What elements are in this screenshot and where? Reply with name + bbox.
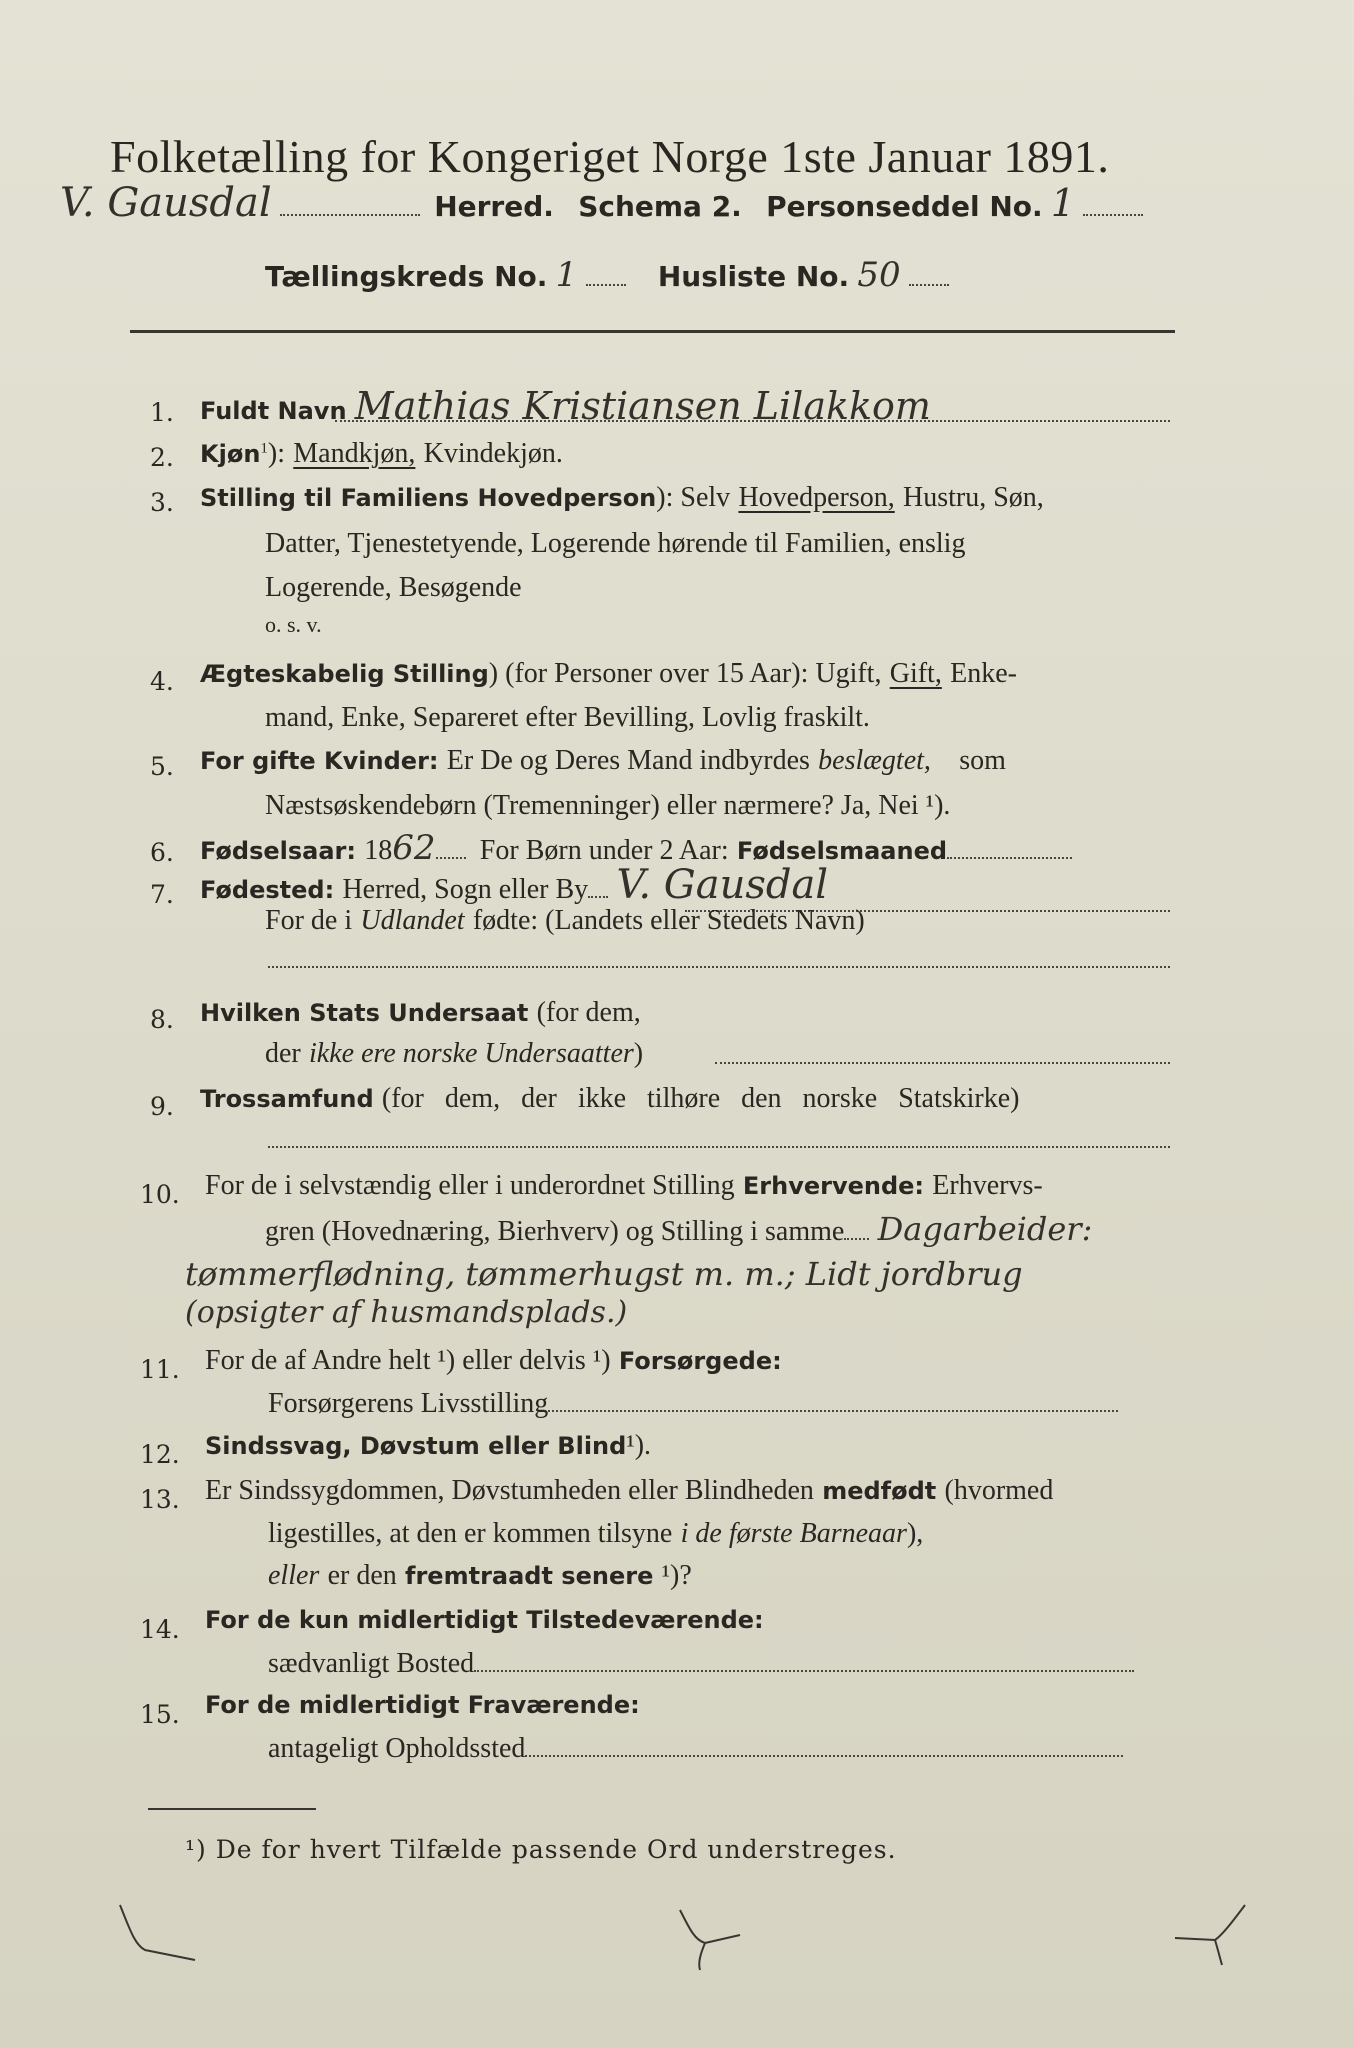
footnote: ¹) De for hvert Tilfælde passende Ord understreges. (185, 1835, 897, 1864)
q4-option-gift: Gift, (889, 658, 942, 689)
corner-mark-right (1160, 1900, 1250, 1970)
q2-row (200, 438, 563, 470)
q2-option-mandkjon: Mandkjøn, (293, 438, 416, 469)
q9-label: Trossamfund (200, 1085, 374, 1113)
q7-value: V. Gausdal (616, 862, 829, 908)
herred-label: Herred. (434, 190, 554, 223)
q6-text2: For Børn under 2 Aar: (479, 835, 729, 866)
q5-row-1 (200, 745, 1006, 777)
form-title: Folketælling for Kongeriget Norge 1ste Januar 1891. (110, 131, 1110, 182)
q13-row-3 (268, 1560, 692, 1592)
q12-number: 12. (140, 1440, 180, 1469)
q3-row-4: o. s. v. (265, 612, 322, 637)
q13-row-2 (268, 1518, 923, 1550)
q5-line1a: Er De og Deres Mand indbyrdes (446, 745, 810, 776)
taellingskreds-value: 1 (555, 255, 578, 295)
q8-label: Hvilken Stats Undersaat (200, 999, 529, 1027)
q8-line2c: ) (633, 1038, 644, 1069)
header-divider (130, 330, 1175, 333)
q8-line2b: ikke ere norske Undersaatter (309, 1038, 634, 1069)
q12-label: Sindssvag, Døvstum eller Blind (205, 1432, 627, 1460)
q14-row-1 (205, 1605, 764, 1635)
q13-line2b: i de første Barneaar (680, 1518, 907, 1549)
q10-value-2: tømmerflødning, tømmerhugst m. m.; Lidt jordbrug (185, 1255, 1023, 1293)
q3-row-2: Datter, Tjenestetyende, Logerende hørende til Familien, enslig (265, 528, 966, 559)
q13-line1b: medfødt (822, 1477, 937, 1505)
q11-row-2 (268, 1388, 1118, 1420)
q4-label: Ægteskabelig Stilling (200, 660, 489, 688)
q13-line1a: Er Sindssygdommen, Døvstumheden eller Blindheden (205, 1475, 814, 1506)
q7-line2b: Udlandet (360, 905, 465, 936)
q5-line1c: som (959, 745, 1006, 776)
q10-row-1 (205, 1170, 1043, 1202)
husliste-value: 50 (857, 255, 901, 295)
q6-value: 62 (392, 828, 436, 868)
corner-mark-left (115, 1900, 205, 1970)
q8-line2a: der (265, 1038, 301, 1069)
q15-line2: antageligt Opholdssted (268, 1733, 526, 1764)
q5-number: 5. (150, 752, 174, 781)
q10-value-1: Dagarbeider: (877, 1210, 1093, 1248)
q6-prefix: 18 (364, 835, 393, 866)
q2-option-kvindekjon: Kvindekjøn. (423, 438, 563, 469)
q14-line2: sædvanligt Bosted (268, 1648, 475, 1679)
q10-line2: gren (Hovednæring, Bierhverv) og Stilling i samme (265, 1216, 845, 1247)
q13-line3a: eller (268, 1560, 320, 1591)
q11-line1b: Forsørgede: (618, 1347, 782, 1375)
q2-sup: 1 (260, 440, 268, 457)
q13-row-1 (205, 1475, 1053, 1507)
q2-text: ): (267, 438, 286, 469)
q4-number: 4. (150, 667, 174, 696)
q15-label: For de midlertidigt Fraværende: (205, 1691, 640, 1719)
q3-row-3: Logerende, Besøgende (265, 572, 522, 603)
q1-label: Fuldt Navn (200, 397, 347, 425)
q5-row-2: Næstsøskendebørn (Tremenninger) eller nærmere? Ja, Nei ¹). (265, 790, 951, 821)
q13-line2a: ligestilles, at den er kommen tilsyne (268, 1518, 673, 1549)
q4-line1c: Enke- (950, 658, 1017, 689)
corner-mark-center (660, 1905, 750, 1975)
q11-number: 11. (140, 1355, 180, 1384)
q13-line3d: ¹)? (661, 1560, 692, 1591)
q3-row-1 (200, 482, 1044, 514)
q13-line2c: ), (906, 1518, 924, 1549)
q5-label: For gifte Kvinder: (200, 747, 439, 775)
q6-number: 6. (150, 838, 174, 867)
q3-number: 3. (150, 488, 174, 517)
q10-line1a: For de i selvstændig eller i underordnet Stilling (205, 1170, 735, 1201)
q12-text: ¹). (626, 1430, 652, 1461)
q7-line2c: fødte: (Landets eller Stedets Navn) (472, 905, 865, 936)
q1-dotted-line (335, 420, 1170, 422)
q7-label: Fødested: (200, 876, 335, 904)
q1-number: 1. (150, 398, 174, 427)
footnote-divider (148, 1808, 316, 1810)
q10-line1b: Erhvervende: (742, 1172, 925, 1200)
husliste-label: Husliste No. (657, 260, 850, 293)
q11-line2: Forsørgerens Livsstilling (268, 1388, 549, 1419)
q8-row-2 (265, 1038, 643, 1070)
q13-number: 13. (140, 1485, 180, 1514)
q8-row-1 (200, 997, 641, 1029)
q11-row-1 (205, 1345, 782, 1377)
q9-line1: (for dem, der ikke tilhøre den norske Statskirke) (381, 1083, 1020, 1114)
q14-row-2 (268, 1648, 1134, 1680)
q8-line1: (for dem, (536, 997, 641, 1028)
q10-row-2 (265, 1210, 1092, 1248)
q7-number: 7. (150, 880, 174, 909)
q2-number: 2. (150, 443, 174, 472)
q4-row-2: mand, Enke, Separeret efter Bevilling, Lovlig fraskilt. (265, 702, 870, 733)
q15-row-2 (268, 1733, 1123, 1765)
schema-label: Schema 2. (578, 190, 742, 223)
q5-line1b: beslægtet, (818, 745, 931, 776)
q9-answer-line (268, 1146, 1170, 1148)
q11-line1a: For de af Andre helt ¹) eller delvis ¹) (205, 1345, 611, 1376)
q1-value: Mathias Kristiansen Lilakkom (354, 384, 931, 428)
q8-number: 8. (150, 1005, 174, 1034)
q13-line1c: (hvormed (944, 1475, 1054, 1506)
herred-value: V. Gausdal (60, 180, 272, 226)
q4-row-1 (200, 658, 1017, 690)
q9-number: 9. (150, 1092, 174, 1121)
q12-row (205, 1430, 651, 1462)
q3-line1a: ): Selv (656, 482, 731, 513)
q10-line1c: Erhvervs- (932, 1170, 1043, 1201)
q7-text: Herred, Sogn eller By (342, 874, 589, 905)
q13-line3b: er den (327, 1560, 397, 1591)
q7-row-1 (200, 862, 828, 908)
q2-label: Kjøn (200, 440, 261, 468)
taellingskreds-label: Tællingskreds No. (265, 260, 548, 293)
q14-number: 14. (140, 1615, 180, 1644)
q7-row-2 (265, 905, 865, 937)
q15-number: 15. (140, 1700, 180, 1729)
q3-line1c: Hustru, Søn, (903, 482, 1044, 513)
herred-row (60, 180, 1143, 226)
q3-label: Stilling til Familiens Hovedperson (200, 484, 657, 512)
q4-line1a: ) (for Personer over 15 Aar): Ugift, (488, 658, 882, 689)
q15-row-1 (205, 1690, 640, 1720)
q6-label: Fødselsaar: (200, 837, 356, 865)
q6-label2: Fødselsmaaned (736, 837, 948, 865)
q9-row-1 (200, 1083, 1020, 1115)
q7-answer-line (268, 966, 1170, 968)
q10-value-3: (opsigter af husmandsplads.) (185, 1295, 628, 1330)
q14-label: For de kun midlertidigt Tilstedeværende: (205, 1606, 764, 1634)
personseddel-value: 1 (1050, 181, 1076, 225)
q7-line2a: For de i (265, 905, 353, 936)
taellingskreds-row (265, 255, 949, 295)
personseddel-label: Personseddel No. (766, 190, 1043, 223)
q13-line3c: fremtraadt senere (405, 1562, 654, 1590)
q10-number: 10. (140, 1180, 180, 1209)
q3-option-hovedperson: Hovedperson, (738, 482, 895, 513)
q8-dotted-line (715, 1062, 1170, 1064)
